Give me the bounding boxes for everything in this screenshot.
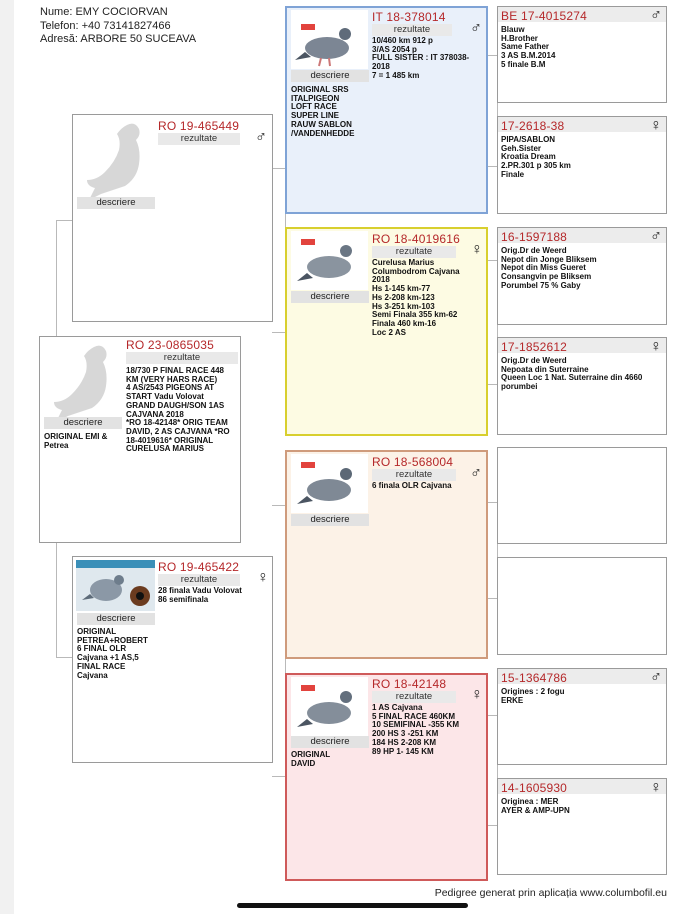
footer-credit: Pedigree generat prin aplicația www.columbofil.eu: [434, 887, 667, 899]
description-button[interactable]: descriere: [291, 514, 369, 526]
mother-ring: RO 19-465422: [158, 560, 240, 574]
left-margin: [0, 0, 14, 914]
pigeon-image-icon: [291, 10, 368, 69]
female-icon: ♀: [650, 117, 662, 134]
pigeon-photo: [291, 231, 368, 290]
grandfather-note: ORIGINAL SRS ITALPIGEON LOFT RACE SUPER LINE RAUW SABLON /VANDENHEDDE: [291, 85, 355, 138]
grandfather-ring: RO 18-568004: [372, 455, 454, 469]
pigeon-image-icon: [76, 560, 155, 611]
pigeon-photo: [291, 677, 368, 736]
results-button[interactable]: rezultate: [372, 691, 456, 703]
mother-note: ORIGINAL PETREA+ROBERT 6 FINAL OLR Cajvana +1 AS,5 FINAL RACE Cajvana: [77, 627, 148, 680]
home-indicator[interactable]: [237, 903, 468, 908]
owner-name: Nume: EMY COCIORVAN: [40, 6, 168, 18]
female-icon: ♀: [471, 686, 483, 703]
grandmother-maternal-card[interactable]: [285, 673, 488, 881]
pigeon-silhouette-icon: [81, 119, 155, 199]
pigeon-image-icon: [291, 231, 368, 290]
grandfather-maternal-card[interactable]: [285, 450, 488, 659]
great-grandparent-card-empty[interactable]: [497, 557, 667, 655]
connector-mother: [272, 505, 286, 777]
results-button[interactable]: rezultate: [126, 352, 238, 364]
grandmother-info: 1 AS Cajvana 5 FINAL RACE 460KM 10 SEMIFINAL -355 KM 200 HS 3 -251 KM 184 HS 2-208 KM 89 HP 1- 145 KM: [372, 703, 459, 756]
results-button[interactable]: rezultate: [372, 469, 456, 481]
pigeon-silhouette-icon: [48, 341, 122, 421]
male-icon: ♂: [650, 228, 662, 245]
great-grandparent-info: PIPA/SABLON Geh.Sister Kroatia Dream 2.PR.301 p 305 km Finale: [501, 135, 571, 179]
male-icon: ♂: [470, 465, 482, 482]
father-card[interactable]: [72, 114, 273, 322]
mother-info: 28 finala Vadu Volovat 86 semifinala: [158, 586, 242, 604]
owner-address: Adresă: ARBORE 50 SUCEAVA: [40, 33, 197, 45]
great-grandparent-card[interactable]: [497, 116, 667, 214]
great-grandparent-info: Orig.Dr de Weerd Nepoata din Suterraine Queen Loc 1 Nat. Suterraine din 4660 porumbei: [501, 356, 643, 392]
results-button[interactable]: rezultate: [158, 574, 240, 586]
subject-ring: RO 23-0865035: [126, 338, 214, 352]
great-grandparent-ring: 16-1597188: [501, 230, 568, 244]
subject-card[interactable]: [39, 336, 241, 543]
great-grandparent-card[interactable]: [497, 778, 667, 875]
pigeon-photo: [291, 454, 368, 513]
great-grandparent-ring: 14-1605930: [501, 781, 568, 795]
description-button[interactable]: descriere: [291, 736, 369, 748]
description-button[interactable]: descriere: [77, 613, 155, 625]
mother-card[interactable]: [72, 556, 273, 763]
subject-info: 18/730 P FINAL RACE 448 KM (VERY HARS RACE) 4 AS/2543 PIGEONS AT START Vadu Volovat GRAND DAUGH/SON 1AS CAJVANA 2018 *RO 18-42148* ORIG TEAM DAVID, 2 AS CAJVANA *RO 18-4019616* ORIGINAL CURELUSA MARIUS: [126, 366, 230, 454]
grandmother-note: ORIGINAL DAVID: [291, 750, 331, 768]
great-grandparent-info: Originea : MER AYER & AMP-UPN: [501, 797, 570, 815]
connector-father: [272, 168, 286, 333]
description-button[interactable]: descriere: [291, 291, 369, 303]
great-grandparent-card[interactable]: [497, 668, 667, 765]
results-button[interactable]: rezultate: [372, 24, 452, 36]
great-grandparent-ring: BE 17-4015274: [501, 9, 588, 23]
great-grandparent-card[interactable]: [497, 6, 667, 103]
owner-phone: Telefon: +40 73141827466: [40, 19, 171, 32]
pigeon-image-icon: [291, 454, 368, 513]
grandmother-info: Curelusa Marius Columbodrom Cajvana 2018 Hs 1-145 km-77 Hs 2-208 km-123 Hs 3-251 km-103 Semi Finala 355 km-62 Finala 460 km-16 Loc 2 AS: [372, 258, 460, 337]
description-button[interactable]: descriere: [77, 197, 155, 209]
grandmother-ring: RO 18-42148: [372, 677, 447, 691]
male-icon: ♂: [255, 129, 267, 146]
female-icon: ♀: [471, 241, 483, 258]
owner-info: [40, 6, 196, 47]
great-grandparent-card[interactable]: [497, 337, 667, 435]
pigeon-photo: [76, 560, 155, 611]
results-button[interactable]: rezultate: [158, 133, 240, 145]
great-grandparent-ring: 15-1364786: [501, 671, 568, 685]
great-grandparent-info: Blauw H.Brother Same Father 3 AS B.M.2014 5 finale B.M: [501, 25, 556, 69]
female-icon: ♀: [650, 338, 662, 355]
female-icon: ♀: [257, 569, 269, 586]
grandfather-paternal-card[interactable]: [285, 6, 488, 214]
female-icon: ♀: [650, 779, 662, 796]
description-button[interactable]: descriere: [291, 70, 369, 82]
great-grandparent-ring: 17-1852612: [501, 340, 568, 354]
pigeon-photo: [291, 10, 368, 69]
great-grandparent-info: Orig.Dr de Weerd Nepot din Jonge Bliksem Nepot din Miss Gueret Consangvin pe Bliksem Porumbel 75 % Gaby: [501, 246, 597, 290]
grandfather-info: 6 finala OLR Cajvana: [372, 481, 452, 490]
great-grandparent-ring: 17-2618-38: [501, 119, 565, 133]
grandmother-paternal-card[interactable]: [285, 227, 488, 436]
grandmother-ring: RO 18-4019616: [372, 232, 460, 246]
pigeon-image-icon: [291, 677, 368, 736]
description-button[interactable]: descriere: [44, 417, 122, 429]
results-button[interactable]: rezultate: [372, 246, 456, 258]
grandfather-info: 10/460 km 912 p 3/AS 2054 p FULL SISTER : IT 378038-2018 7 = 1 485 km: [372, 36, 470, 80]
great-grandparent-card[interactable]: [497, 227, 667, 325]
male-icon: ♂: [470, 20, 482, 37]
great-grandparent-card-empty[interactable]: [497, 447, 667, 544]
father-ring: RO 19-465449: [158, 119, 240, 133]
grandfather-ring: IT 18-378014: [372, 10, 446, 24]
male-icon: ♂: [650, 669, 662, 686]
subject-note: ORIGINAL EMI & Petrea: [44, 432, 108, 450]
male-icon: ♂: [650, 7, 662, 24]
great-grandparent-info: Origines : 2 fogu ERKE: [501, 687, 565, 705]
